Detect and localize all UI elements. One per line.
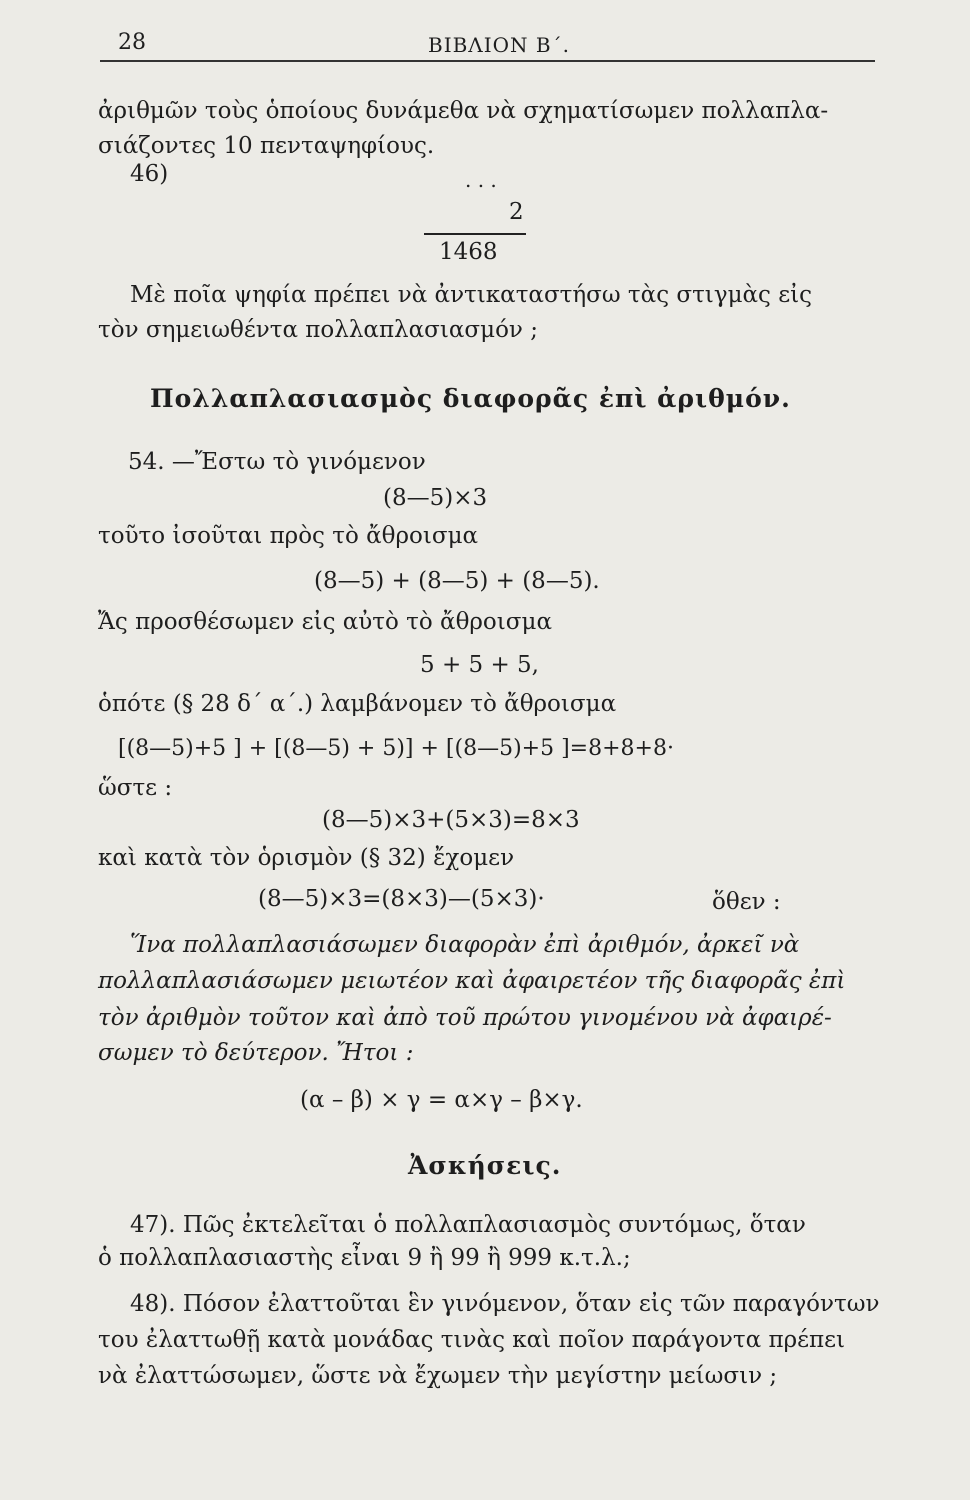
- paragraph-54-intro: 54. —Ἔστω τὸ γινόμενον: [128, 449, 426, 475]
- text-line-5: ὁπότε (§ 28 δ΄ α΄.) λαμβάνομεν τὸ ἄθροισμα: [98, 691, 617, 717]
- running-title: ΒΙΒΛΙΟΝ Β΄.: [428, 33, 570, 57]
- exercise-47-line-1: 47). Πῶς ἐκτελεῖται ὁ πολλαπλασιασμὸς συντόμως, ὅταν: [130, 1212, 806, 1238]
- equation-1: (8—5)×3: [383, 485, 488, 511]
- text-line-7: καὶ κατὰ τὸν ὁρισμὸν (§ 32) ἔχομεν: [98, 845, 515, 871]
- rule-line-2: πολλαπλασιάσωμεν μειωτέον καὶ ἀφαιρετέον τῆς διαφορᾶς ἐπὶ: [98, 968, 846, 994]
- question-line-1: Μὲ ποῖα ψηφία πρέπει νὰ ἀντικαταστήσω τὰς στιγμὰς εἰς: [130, 282, 813, 308]
- equation-7: (α – β) × γ = α×γ – β×γ.: [300, 1087, 583, 1113]
- section-heading: Πολλαπλασιασμὸς διαφορᾶς ἐπὶ ἀριθμόν.: [150, 384, 791, 413]
- rule-line-4: σωμεν τὸ δεύτερον. Ἤτοι :: [98, 1040, 414, 1066]
- exercise-46-multiplier: 2: [509, 199, 524, 225]
- text-line-1: ἀριθμῶν τοὺς ὁποίους δυνάμεθα νὰ σχηματίσωμεν πολλαπλα-: [98, 98, 829, 124]
- text-line-6: ὥστε :: [98, 775, 173, 801]
- page-number: 28: [118, 30, 146, 55]
- equation-6-trailer: ὅθεν :: [712, 889, 781, 915]
- exercise-46-number: 46): [130, 161, 169, 187]
- exercises-heading: Ἀσκήσεις.: [408, 1151, 562, 1180]
- exercise-48-line-3: νὰ ἐλαττώσωμεν, ὥστε νὰ ἔχωμεν τὴν μεγίστην μείωσιν ;: [98, 1363, 778, 1389]
- text-line-4: Ἄς προσθέσωμεν εἰς αὐτὸ τὸ ἄθροισμα: [98, 609, 552, 635]
- equation-5: (8—5)×3+(5×3)=8×3: [322, 807, 580, 833]
- exercise-46-dots: . . .: [465, 168, 497, 192]
- rule-line-1: Ἵνα πολλαπλασιάσωμεν διαφορὰν ἐπὶ ἀριθμόν, ἀρκεῖ νὰ: [130, 932, 800, 958]
- equation-2: (8—5) + (8—5) + (8—5).: [314, 568, 600, 594]
- text-line-3: τοῦτο ἰσοῦται πρὸς τὸ ἄθροισμα: [98, 523, 479, 549]
- equation-6: (8—5)×3=(8×3)—(5×3)·: [258, 886, 545, 912]
- header-rule: [100, 60, 875, 62]
- exercise-48-line-1: 48). Πόσον ἐλαττοῦται ἓν γινόμενον, ὅταν εἰς τῶν παραγόντων: [130, 1291, 880, 1317]
- exercise-46-product: 1468: [439, 239, 498, 265]
- rule-line-3: τὸν ἀριθμὸν τοῦτον καὶ ἀπὸ τοῦ πρώτου γινομένου νὰ ἀφαιρέ-: [98, 1005, 832, 1031]
- multiplication-bar: [424, 233, 526, 235]
- exercise-47-line-2: ὁ πολλαπλασιαστὴς εἶναι 9 ἢ 99 ἢ 999 κ.τ.λ.;: [98, 1245, 631, 1271]
- question-line-2: τὸν σημειωθέντα πολλαπλασιασμόν ;: [98, 317, 538, 343]
- text-line-2: σιάζοντες 10 πενταψηφίους.: [98, 133, 435, 159]
- exercise-48-line-2: του ἐλαττωθῇ κατὰ μονάδας τινὰς καὶ ποῖον παράγοντα πρέπει: [98, 1327, 846, 1353]
- equation-3: 5 + 5 + 5,: [420, 652, 539, 678]
- equation-4: [(8—5)+5 ] + [(8—5) + 5)] + [(8—5)+5 ]=8+8+8·: [118, 736, 674, 761]
